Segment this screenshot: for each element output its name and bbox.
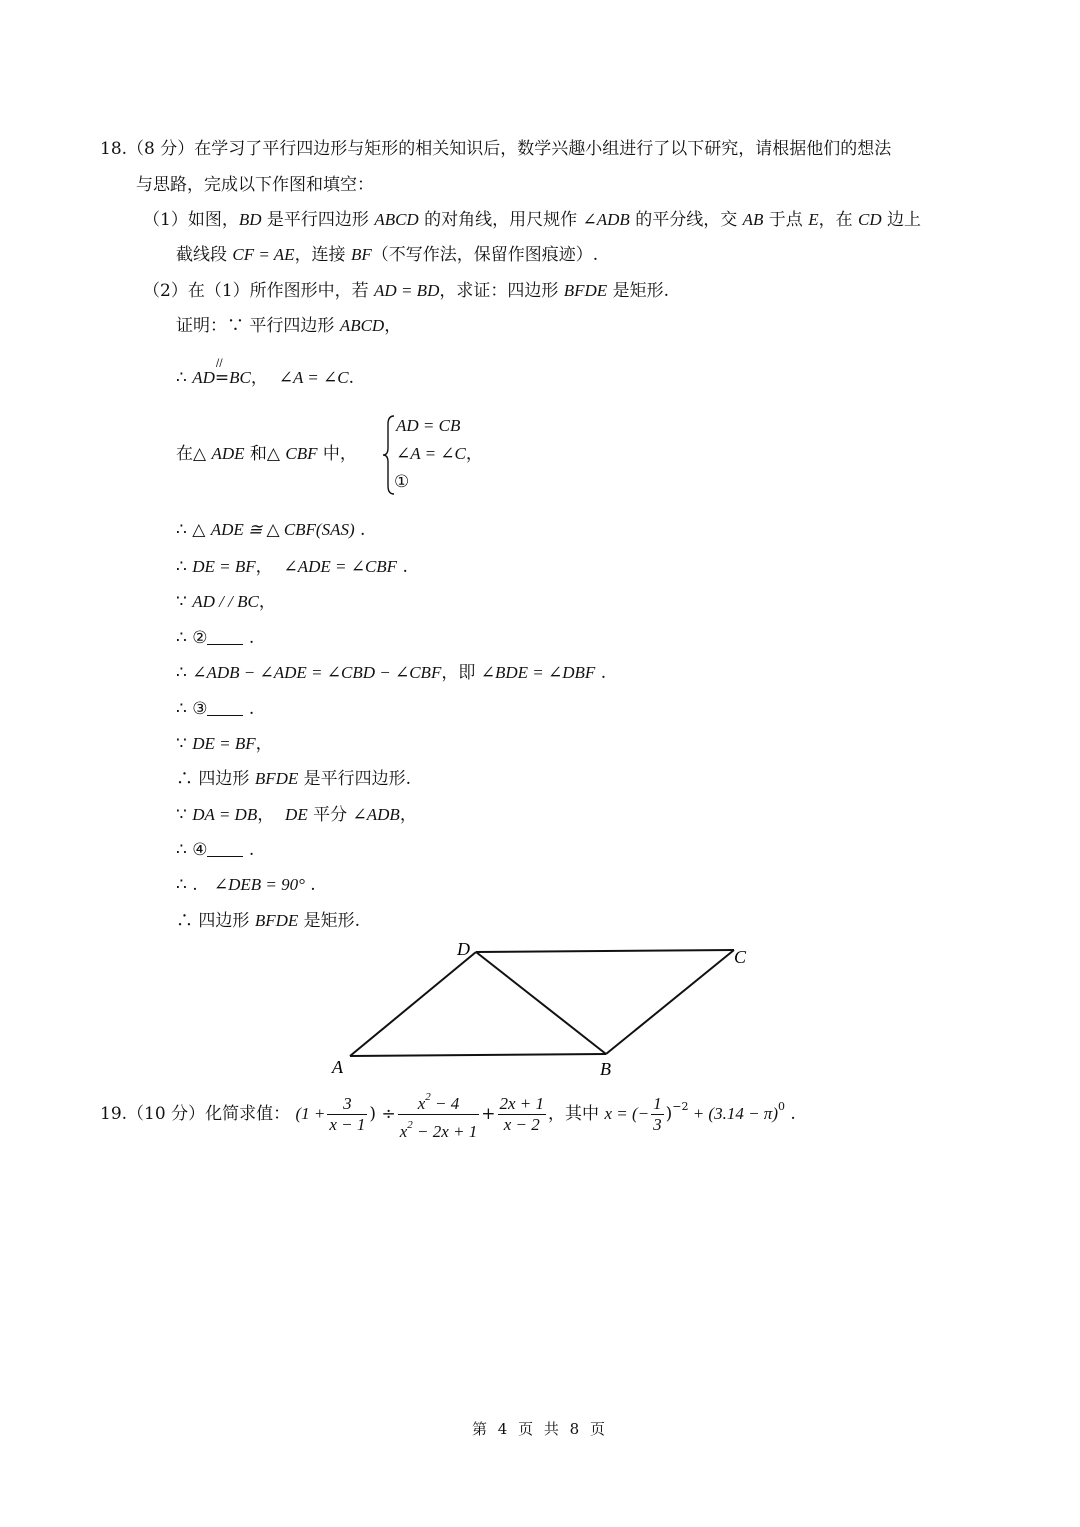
part1-text: ，连接 xyxy=(294,245,351,265)
proof-text: ， xyxy=(255,557,273,577)
q19-math: ) xyxy=(665,1104,673,1124)
fraction-2-denominator xyxy=(398,1115,480,1142)
proof-math: DE = BF xyxy=(192,557,256,576)
proof-text: 是平行四边形. xyxy=(298,769,412,789)
page-footer: 第 4 页 共 8 页 xyxy=(472,1420,608,1438)
proof-line-8 xyxy=(176,661,606,685)
proof-text: ， xyxy=(384,316,402,336)
proof-text: 证明：∵ 平行四边形 xyxy=(176,316,340,336)
proof-line-3 xyxy=(176,442,357,466)
proof-math: ∠ADB − ∠ADE = ∠CBD − ∠CBF xyxy=(192,663,442,682)
parallel-mark: // xyxy=(215,358,223,369)
diagonal-BD xyxy=(476,952,606,1054)
q19-math: ) ÷ xyxy=(369,1104,396,1124)
proof-text: ∴ . xyxy=(176,875,204,895)
proof-line-6 xyxy=(176,590,276,614)
proof-text: ∴ △ xyxy=(176,520,211,540)
vertex-label-D: D xyxy=(457,939,470,959)
exponent: 2 xyxy=(407,1119,413,1131)
proof-text: ， xyxy=(255,734,273,754)
vertex-label-B: B xyxy=(600,1059,611,1079)
proof-math: ∠ADB xyxy=(352,805,400,824)
part2-math: BFDE xyxy=(563,281,608,300)
proof-math: AD xyxy=(192,368,215,387)
expr: − 2x + 1 xyxy=(412,1122,478,1141)
proof-math: BC xyxy=(229,368,251,387)
blank-label-4: ∴ ④ xyxy=(176,840,208,860)
proof-text: 是矩形. xyxy=(298,911,361,931)
vertex-label-A: A xyxy=(332,1057,343,1077)
q19-math: + (3.14 − π) xyxy=(688,1104,778,1123)
q18-part1 xyxy=(143,208,921,232)
proof-math: ADE xyxy=(211,444,245,463)
proof-text: ∵ xyxy=(176,734,193,754)
fraction-3 xyxy=(498,1094,547,1135)
proof-text: 和△ xyxy=(244,444,286,464)
q19 xyxy=(100,1084,796,1142)
blank-label-2: ∴ ② xyxy=(176,628,208,648)
fraction-4-denominator: 3 xyxy=(653,1115,662,1134)
proof-text: . xyxy=(243,628,255,648)
proof-math: BFDE xyxy=(254,769,299,788)
proof-text: 中， xyxy=(317,444,357,464)
exponent: 0 xyxy=(778,1100,785,1113)
proof-math: DE xyxy=(285,805,308,824)
proof-text: . xyxy=(348,368,354,388)
proof-math: BFDE xyxy=(254,911,299,930)
part1-math: AB xyxy=(742,210,764,229)
proof-text: . xyxy=(243,699,255,719)
fill-blank-4[interactable] xyxy=(207,840,243,857)
part2-text: ，求证：四边形 xyxy=(439,281,564,301)
part1-math: BF xyxy=(350,245,372,264)
proof-line-9 xyxy=(176,697,254,721)
proof-text: . xyxy=(304,875,316,895)
proof-text: 在△ xyxy=(176,444,212,464)
fill-blank-3[interactable] xyxy=(207,699,243,716)
side-DC xyxy=(476,950,734,952)
part1-math: CF = AE xyxy=(232,245,295,264)
q18-header xyxy=(100,137,891,161)
proof-text: ∴ 四边形 xyxy=(176,911,255,931)
part1-math: BD xyxy=(238,210,262,229)
q18-part2 xyxy=(143,279,669,303)
condition-1: AD = CB xyxy=(396,416,461,435)
proof-text: ，即 xyxy=(441,663,481,683)
proof-text: ∴ xyxy=(176,557,193,577)
proof-text: ， xyxy=(258,592,276,612)
proof-math: ∠ADE = ∠CBF xyxy=(283,557,398,576)
q19-text: . xyxy=(785,1104,796,1124)
part1-text: 的对角线，用尺规作 xyxy=(418,210,583,230)
q19-math: (1 + xyxy=(295,1104,326,1123)
part1-text: （不写作法，保留作图痕迹）. xyxy=(371,245,599,265)
proof-text: 平分 xyxy=(307,805,353,825)
proof-math: DE = BF xyxy=(192,734,256,753)
exponent: 2 xyxy=(425,1091,431,1103)
proof-text: ∴ xyxy=(176,663,193,683)
side-AD xyxy=(350,952,476,1056)
fraction-1-numerator: 3 xyxy=(327,1094,367,1115)
fill-blank-2[interactable] xyxy=(207,628,243,645)
proof-line-12 xyxy=(176,803,417,827)
q18-number: 18. xyxy=(100,139,128,159)
proof-text: ∴ xyxy=(176,368,193,388)
q19-text: ，其中 xyxy=(548,1104,605,1124)
fraction-2-numerator xyxy=(398,1087,480,1115)
fraction-3-numerator: 2x + 1 xyxy=(499,1094,545,1113)
q18-header-line2: 与思路，完成以下作图和填空： xyxy=(136,175,374,195)
parallel-equal-symbol xyxy=(214,358,230,390)
condition-2-tail: ， xyxy=(465,444,483,464)
side-BA xyxy=(350,1054,606,1056)
part1-math: ∠ADB xyxy=(582,210,630,229)
proof-text: ， xyxy=(399,805,417,825)
proof-line-7 xyxy=(176,626,254,650)
part1-math: CD xyxy=(858,210,882,229)
proof-line-10 xyxy=(176,732,273,756)
proof-text: ∵ xyxy=(176,805,193,825)
part1-math: ABCD xyxy=(374,210,419,229)
part2-text: （2）在（1）所作图形中，若 xyxy=(143,281,375,301)
condition-brace-group xyxy=(382,414,492,496)
proof-line-14 xyxy=(176,873,316,897)
fraction-4 xyxy=(651,1094,664,1135)
proof-line-11 xyxy=(176,767,411,791)
part1-math: E xyxy=(808,210,819,229)
proof-math: AD / / BC xyxy=(192,592,259,611)
part1-text: 截线段 xyxy=(176,245,233,265)
part1-text: 于点 xyxy=(763,210,809,230)
expr: − 4 xyxy=(430,1094,460,1113)
fraction-2 xyxy=(398,1087,480,1142)
fraction-3-denominator: x − 2 xyxy=(503,1115,540,1134)
proof-math: ADE ≅ △ CBF(SAS) xyxy=(210,520,355,539)
proof-text: . xyxy=(243,840,255,860)
proof-line-4 xyxy=(176,518,365,542)
vertex-label-C: C xyxy=(734,947,747,967)
proof-text: ∵ xyxy=(176,592,193,612)
var-x: x xyxy=(417,1094,426,1113)
proof-line-13 xyxy=(176,838,254,862)
proof-line-2 xyxy=(176,358,354,390)
part1-text: 的平分线，交 xyxy=(629,210,743,230)
q19-number: 19. xyxy=(100,1104,128,1124)
proof-math: ∠BDE = ∠DBF xyxy=(480,663,596,682)
proof-text: . xyxy=(397,557,408,577)
condition-3-blank: ① xyxy=(394,472,410,492)
plus-sign: + xyxy=(481,1104,496,1124)
part1-text: （1）如图， xyxy=(143,210,239,230)
part1-text: 边上 xyxy=(881,210,922,230)
side-CB xyxy=(606,950,734,1054)
proof-math: ∠A = ∠C xyxy=(278,368,349,387)
parallelogram-figure xyxy=(320,930,760,1080)
fraction-1-denominator: x − 1 xyxy=(329,1115,366,1134)
var-x: x xyxy=(399,1122,408,1141)
part2-text: 是矩形. xyxy=(607,281,669,301)
q19-math: x = (− xyxy=(604,1104,650,1123)
proof-math: ∠DEB = 90° xyxy=(213,875,305,894)
proof-text: . xyxy=(595,663,607,683)
proof-text: ， xyxy=(257,805,275,825)
fraction-4-numerator: 1 xyxy=(653,1094,662,1113)
proof-math: DA = DB xyxy=(192,805,258,824)
blank-label-3: ∴ ③ xyxy=(176,699,208,719)
equal-mark: = xyxy=(214,368,230,388)
proof-text: ∴ 四边形 xyxy=(176,769,255,789)
exponent: −2 xyxy=(672,1100,689,1113)
q18-header-text: （8 分）在学习了平行四边形与矩形的相关知识后，数学兴趣小组进行了以下研究，请根据他们的想法 xyxy=(127,139,892,159)
proof-line-5 xyxy=(176,555,408,579)
proof-line-1 xyxy=(176,314,401,338)
condition-2: ∠A = ∠C xyxy=(396,444,466,463)
fraction-1 xyxy=(327,1094,367,1135)
part1-text: 是平行四边形 xyxy=(261,210,375,230)
proof-math: CBF xyxy=(285,444,318,463)
q19-prefix: （10 分）化简求值： xyxy=(127,1104,291,1124)
part1-text: ，在 xyxy=(818,210,859,230)
q18-part1-line2 xyxy=(176,243,598,267)
proof-text: ， xyxy=(250,368,268,388)
proof-text: . xyxy=(354,520,366,540)
proof-math: ABCD xyxy=(339,316,385,335)
part2-math: AD = BD xyxy=(374,281,440,300)
